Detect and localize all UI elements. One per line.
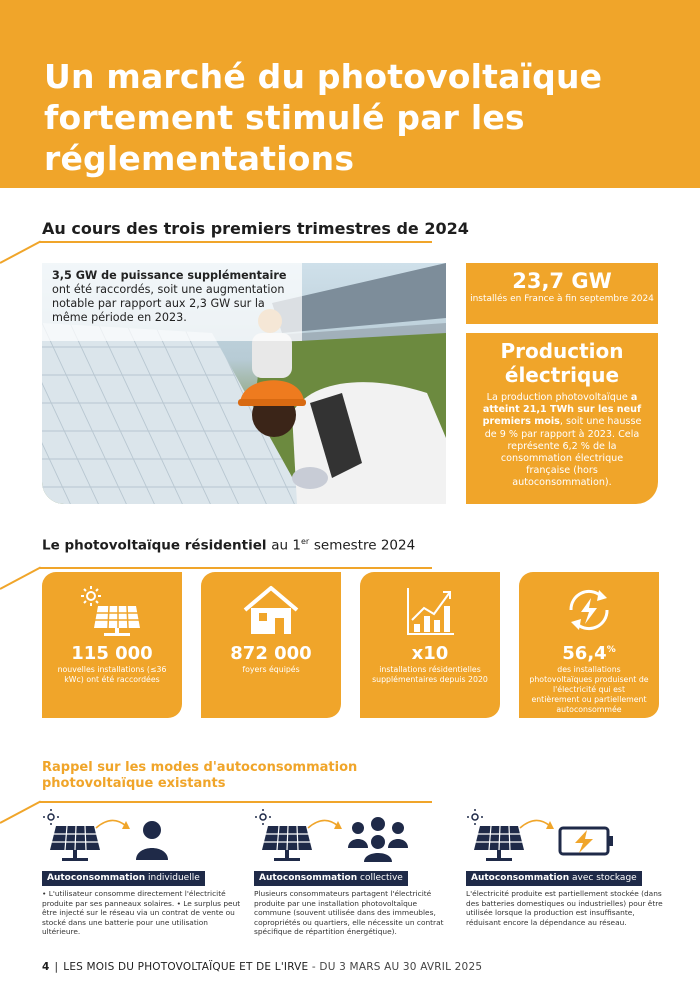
stat-label: installations résidentielles supplémentaires depuis 2020 bbox=[372, 665, 488, 684]
growth-chart-icon bbox=[360, 582, 500, 638]
caption-bold: 3,5 GW de puissance supplémentaire bbox=[52, 269, 287, 282]
page-title: Un marché du photovoltaïque fortement stimulé par les réglementations bbox=[44, 57, 603, 178]
mode-tag-bold: Autoconsommation bbox=[259, 873, 358, 883]
stat-value bbox=[519, 643, 659, 664]
solar-worker-photo bbox=[42, 263, 446, 504]
production-text-pre: La production photovoltaïque bbox=[486, 392, 628, 403]
residential-title-sup: er bbox=[300, 537, 310, 546]
installed-capacity-box bbox=[466, 263, 658, 324]
accent-line bbox=[0, 241, 41, 264]
residential-title-bold: Le photovoltaïque résidentiel bbox=[42, 537, 267, 554]
residential-title-period: semestre 2024 bbox=[313, 537, 416, 554]
stat-label: nouvelles installations (≤36 kWc) ont été raccordées bbox=[57, 665, 167, 684]
solar-to-group-icon bbox=[254, 806, 454, 868]
accent-line bbox=[40, 567, 432, 569]
accent-line bbox=[40, 801, 432, 803]
stat-value-number: 56,4 bbox=[562, 643, 607, 664]
installed-capacity-label: installés en France à fin septembre 2024 bbox=[470, 294, 654, 304]
mode-tag bbox=[466, 871, 642, 886]
stat-value-unit: % bbox=[606, 645, 616, 655]
production-box bbox=[466, 333, 658, 504]
residential-title-light: au 1 bbox=[271, 537, 301, 554]
solar-to-person-icon bbox=[42, 806, 242, 868]
mode-storage bbox=[466, 806, 666, 927]
modes-title-text: Rappel sur les modes d'autoconsommation photovoltaïque existants bbox=[42, 760, 358, 791]
mode-tag bbox=[254, 871, 408, 886]
stat-value: 872 000 bbox=[230, 643, 312, 664]
production-title: Production électrique bbox=[500, 339, 624, 387]
page-footer bbox=[42, 961, 482, 973]
footer-title: LES MOIS DU PHOTOVOLTAÏQUE ET DE L'IRVE bbox=[63, 961, 309, 973]
stat-value: x10 bbox=[411, 643, 449, 664]
stat-card-installations bbox=[42, 572, 182, 718]
footer-separator: | bbox=[54, 961, 59, 973]
section-title-quarters: Au cours des trois premiers trimestres de 2024 bbox=[42, 219, 469, 238]
house-icon bbox=[201, 582, 341, 638]
production-text-bold: a atteint 21,1 TWh sur les neuf premiers mois bbox=[482, 392, 642, 428]
caption-text: ont été raccordés, soit une augmentation notable par rapport aux 2,3 GW sur la même période en 2023. bbox=[52, 283, 285, 324]
solar-panel-sun-icon bbox=[42, 582, 182, 638]
stat-label: des installations photovoltaïques produisent de l'électricité qui est entièrement ou partiellement autoconsommée bbox=[529, 665, 649, 714]
mode-individual bbox=[42, 806, 242, 937]
section-title-residential bbox=[42, 537, 415, 554]
mode-tag-bold: Autoconsommation bbox=[471, 873, 570, 883]
section-title-modes bbox=[42, 760, 392, 792]
stat-card-self-consumption bbox=[519, 572, 659, 718]
production-text-post: , soit une hausse de 9 % par rapport à 2023. Cela représente 6,2 % de la consommation électrique française (hors autoconsommation). bbox=[484, 416, 642, 489]
mode-description: L'électricité produite est partiellement stockée (dans des batteries domestiques ou industrielles) pour être utilisée lorsque la production est insuffisante, réduisant encore la dépendance au réseau. bbox=[466, 889, 663, 927]
photo-caption bbox=[52, 269, 297, 325]
header-banner bbox=[0, 0, 700, 188]
stat-card-growth bbox=[360, 572, 500, 718]
mode-tag-bold: Autoconsommation bbox=[47, 873, 146, 883]
accent-line bbox=[40, 241, 432, 243]
page-number: 4 bbox=[42, 961, 50, 973]
mode-tag-light: individuelle bbox=[148, 873, 200, 883]
mode-collective bbox=[254, 806, 454, 937]
stat-value: 115 000 bbox=[71, 643, 153, 664]
production-text bbox=[478, 392, 646, 490]
footer-dates: - DU 3 MARS AU 30 AVRIL 2025 bbox=[311, 961, 483, 973]
mode-description: Plusieurs consommateurs partagent l'électricité produite par une installation photovoltaïque commune (souvent utilisée dans des immeubles, copropriétés ou quartiers, elle nécessite un contrat spécifique de répartition énergétique). bbox=[254, 889, 444, 937]
stat-card-households bbox=[201, 572, 341, 718]
mode-description: • L'utilisateur consomme directement l'électricité produite par ses panneaux solaires. • Le surplus peut être injecté sur le réseau via un contrat de vente ou stocké dans une batterie pour une utilisation ultérieure. bbox=[42, 889, 241, 937]
stat-label: foyers équipés bbox=[242, 665, 300, 674]
accent-line bbox=[0, 801, 41, 824]
mode-tag-light: collective bbox=[360, 873, 403, 883]
recycle-energy-icon bbox=[519, 582, 659, 638]
installed-capacity-value: 23,7 GW bbox=[512, 269, 612, 293]
mode-tag bbox=[42, 871, 205, 886]
accent-line bbox=[0, 567, 41, 590]
solar-to-battery-icon bbox=[466, 806, 666, 868]
mode-tag-light: avec stockage bbox=[572, 873, 637, 883]
